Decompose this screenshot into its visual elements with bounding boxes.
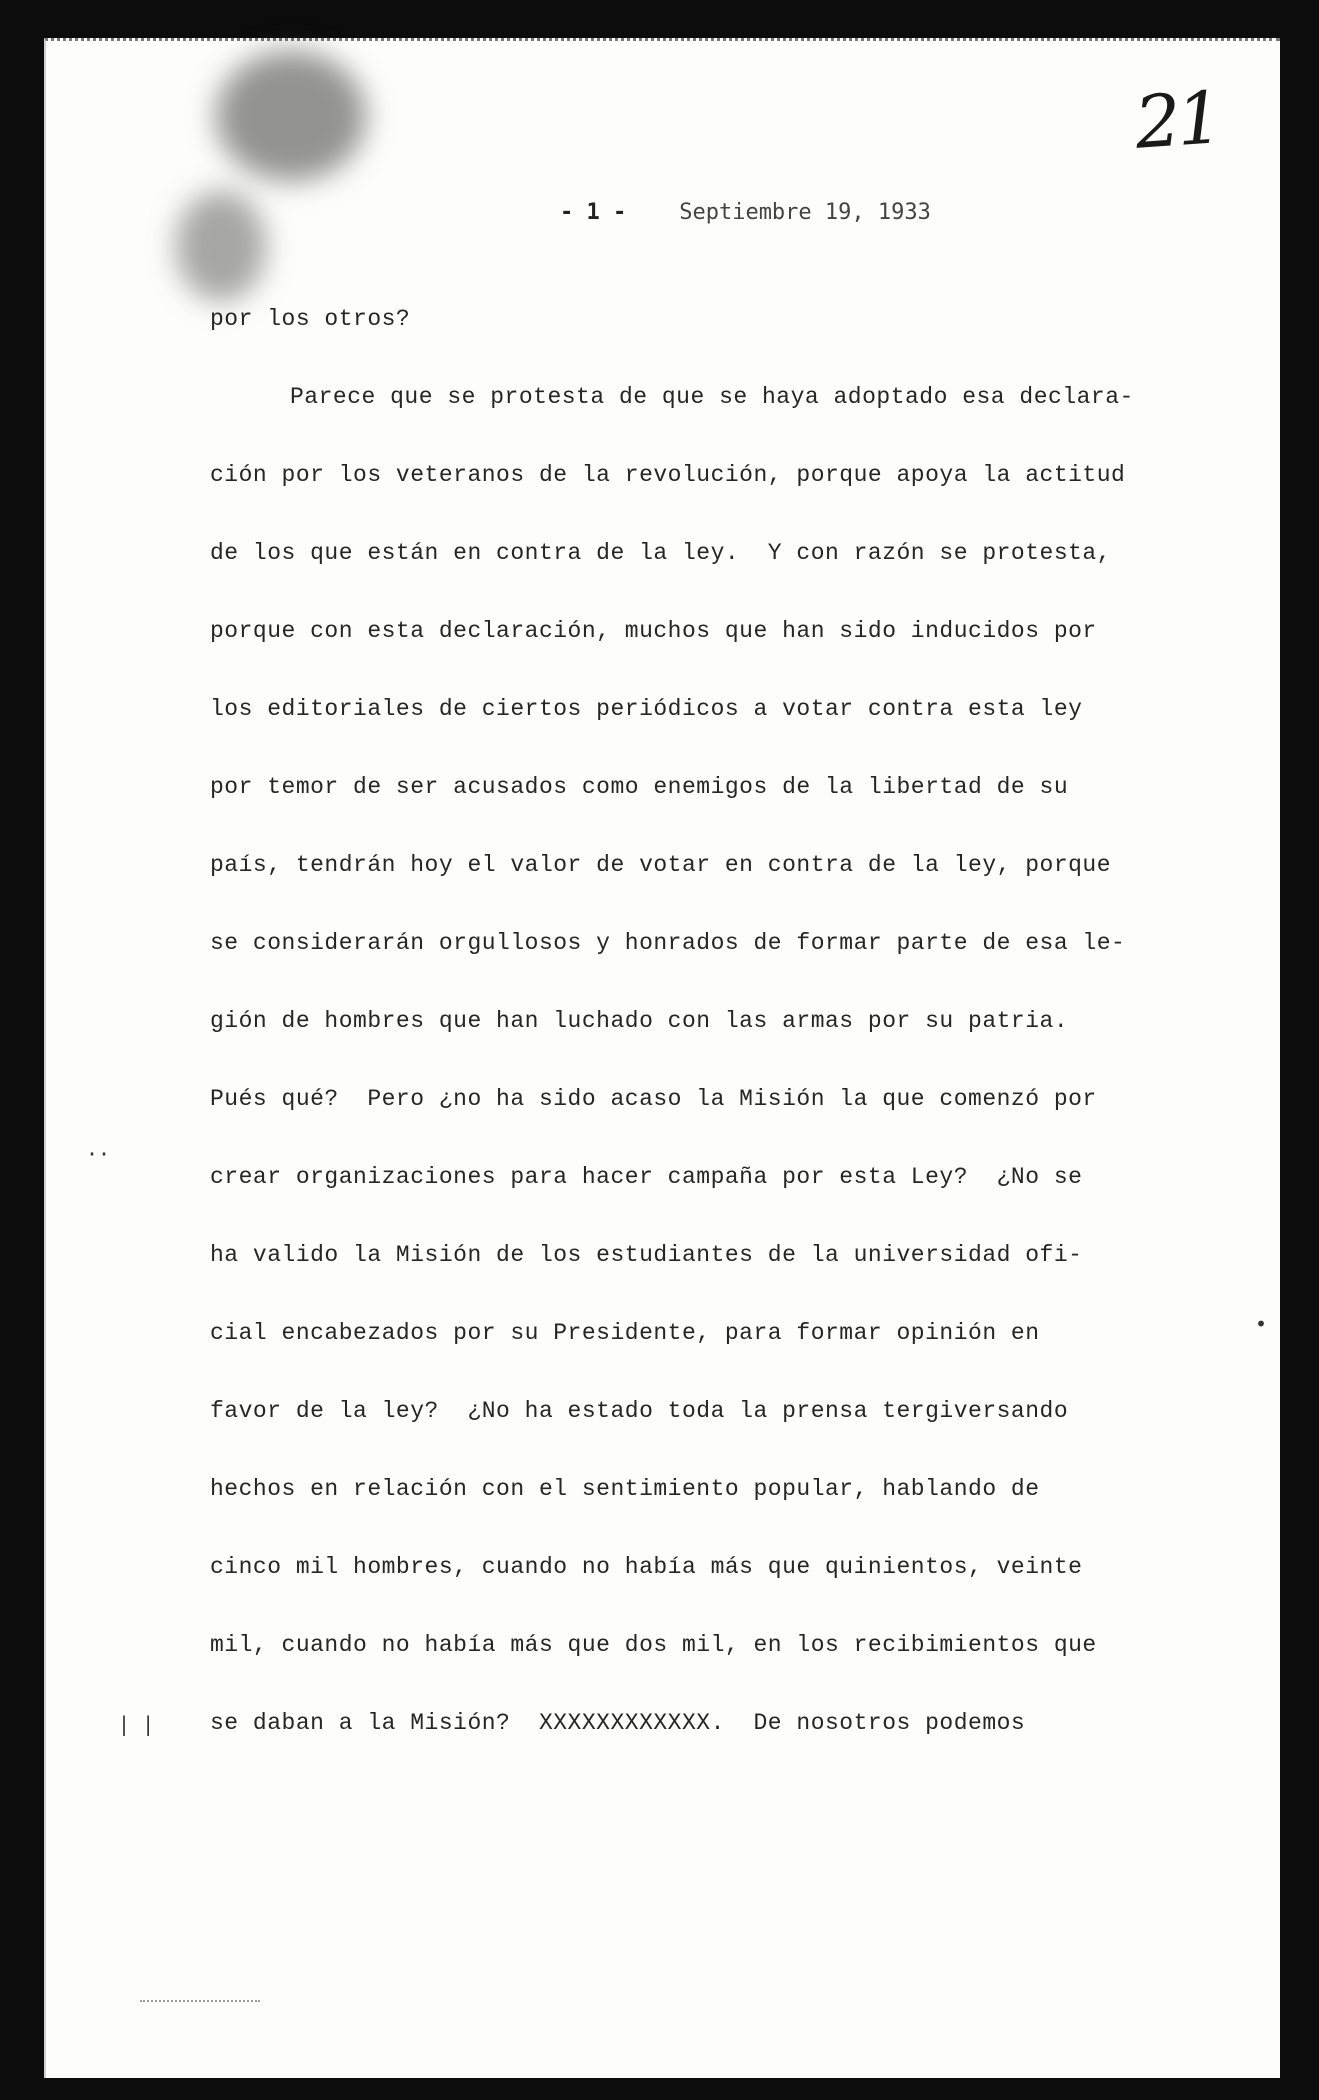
text-line: cinco mil hombres, cuando no había más que quinientos, veinte — [210, 1554, 1083, 1580]
text-line: gión de hombres que han luchado con las armas por su patria. — [210, 1008, 1069, 1034]
handwritten-page-number: 21 — [1132, 75, 1222, 165]
text-line: los editoriales de ciertos periódicos a votar contra esta ley — [210, 696, 1083, 722]
text-line: mil, cuando no había más que dos mil, en los recibimientos que — [210, 1632, 1097, 1658]
text-line: Parece que se protesta de que se haya adoptado esa declara- — [290, 384, 1134, 410]
margin-tick-mark: ·· — [86, 1142, 111, 1166]
text-line: por los otros? — [210, 306, 411, 332]
text-line: ción por los veteranos de la revolución, porque apoya la actitud — [210, 462, 1126, 488]
text-line: de los que están en contra de la ley. Y con razón se protesta, — [210, 540, 1112, 566]
text-line: porque con esta declaración, muchos que han sido inducidos por — [210, 618, 1097, 644]
text-line: hechos en relación con el sentimiento popular, hablando de — [210, 1476, 1040, 1502]
text-line: se daban a la Misión? XXXXXXXXXXXX. De nosotros podemos — [210, 1710, 1026, 1736]
margin-tick-mark: | | — [118, 1712, 155, 1736]
text-line: ha valido la Misión de los estudiantes de la universidad ofi- — [210, 1242, 1083, 1268]
ink-smudge — [216, 51, 366, 181]
text-line: favor de la ley? ¿No ha estado toda la prensa tergiversando — [210, 1398, 1069, 1424]
text-line: cial encabezados por su Presidente, para formar opinión en — [210, 1320, 1040, 1346]
text-line: por temor de ser acusados como enemigos de la libertad de su — [210, 774, 1069, 800]
page-header — [560, 200, 931, 225]
page-marker: - 1 - — [560, 200, 627, 225]
document-date: Septiembre 19, 1933 — [679, 200, 931, 225]
text-line: se considerarán orgullosos y honrados de formar parte de esa le- — [210, 930, 1126, 956]
text-line: Pués qué? Pero ¿no ha sido acaso la Misión la que comenzó por — [210, 1086, 1097, 1112]
margin-scribble — [140, 1990, 260, 2002]
text-line: país, tendrán hoy el valor de votar en contra de la ley, porque — [210, 852, 1112, 878]
typewritten-body — [210, 280, 1210, 1762]
margin-tick-mark: • — [1255, 1312, 1268, 1336]
text-line: crear organizaciones para hacer campaña por esta Ley? ¿No se — [210, 1164, 1083, 1190]
